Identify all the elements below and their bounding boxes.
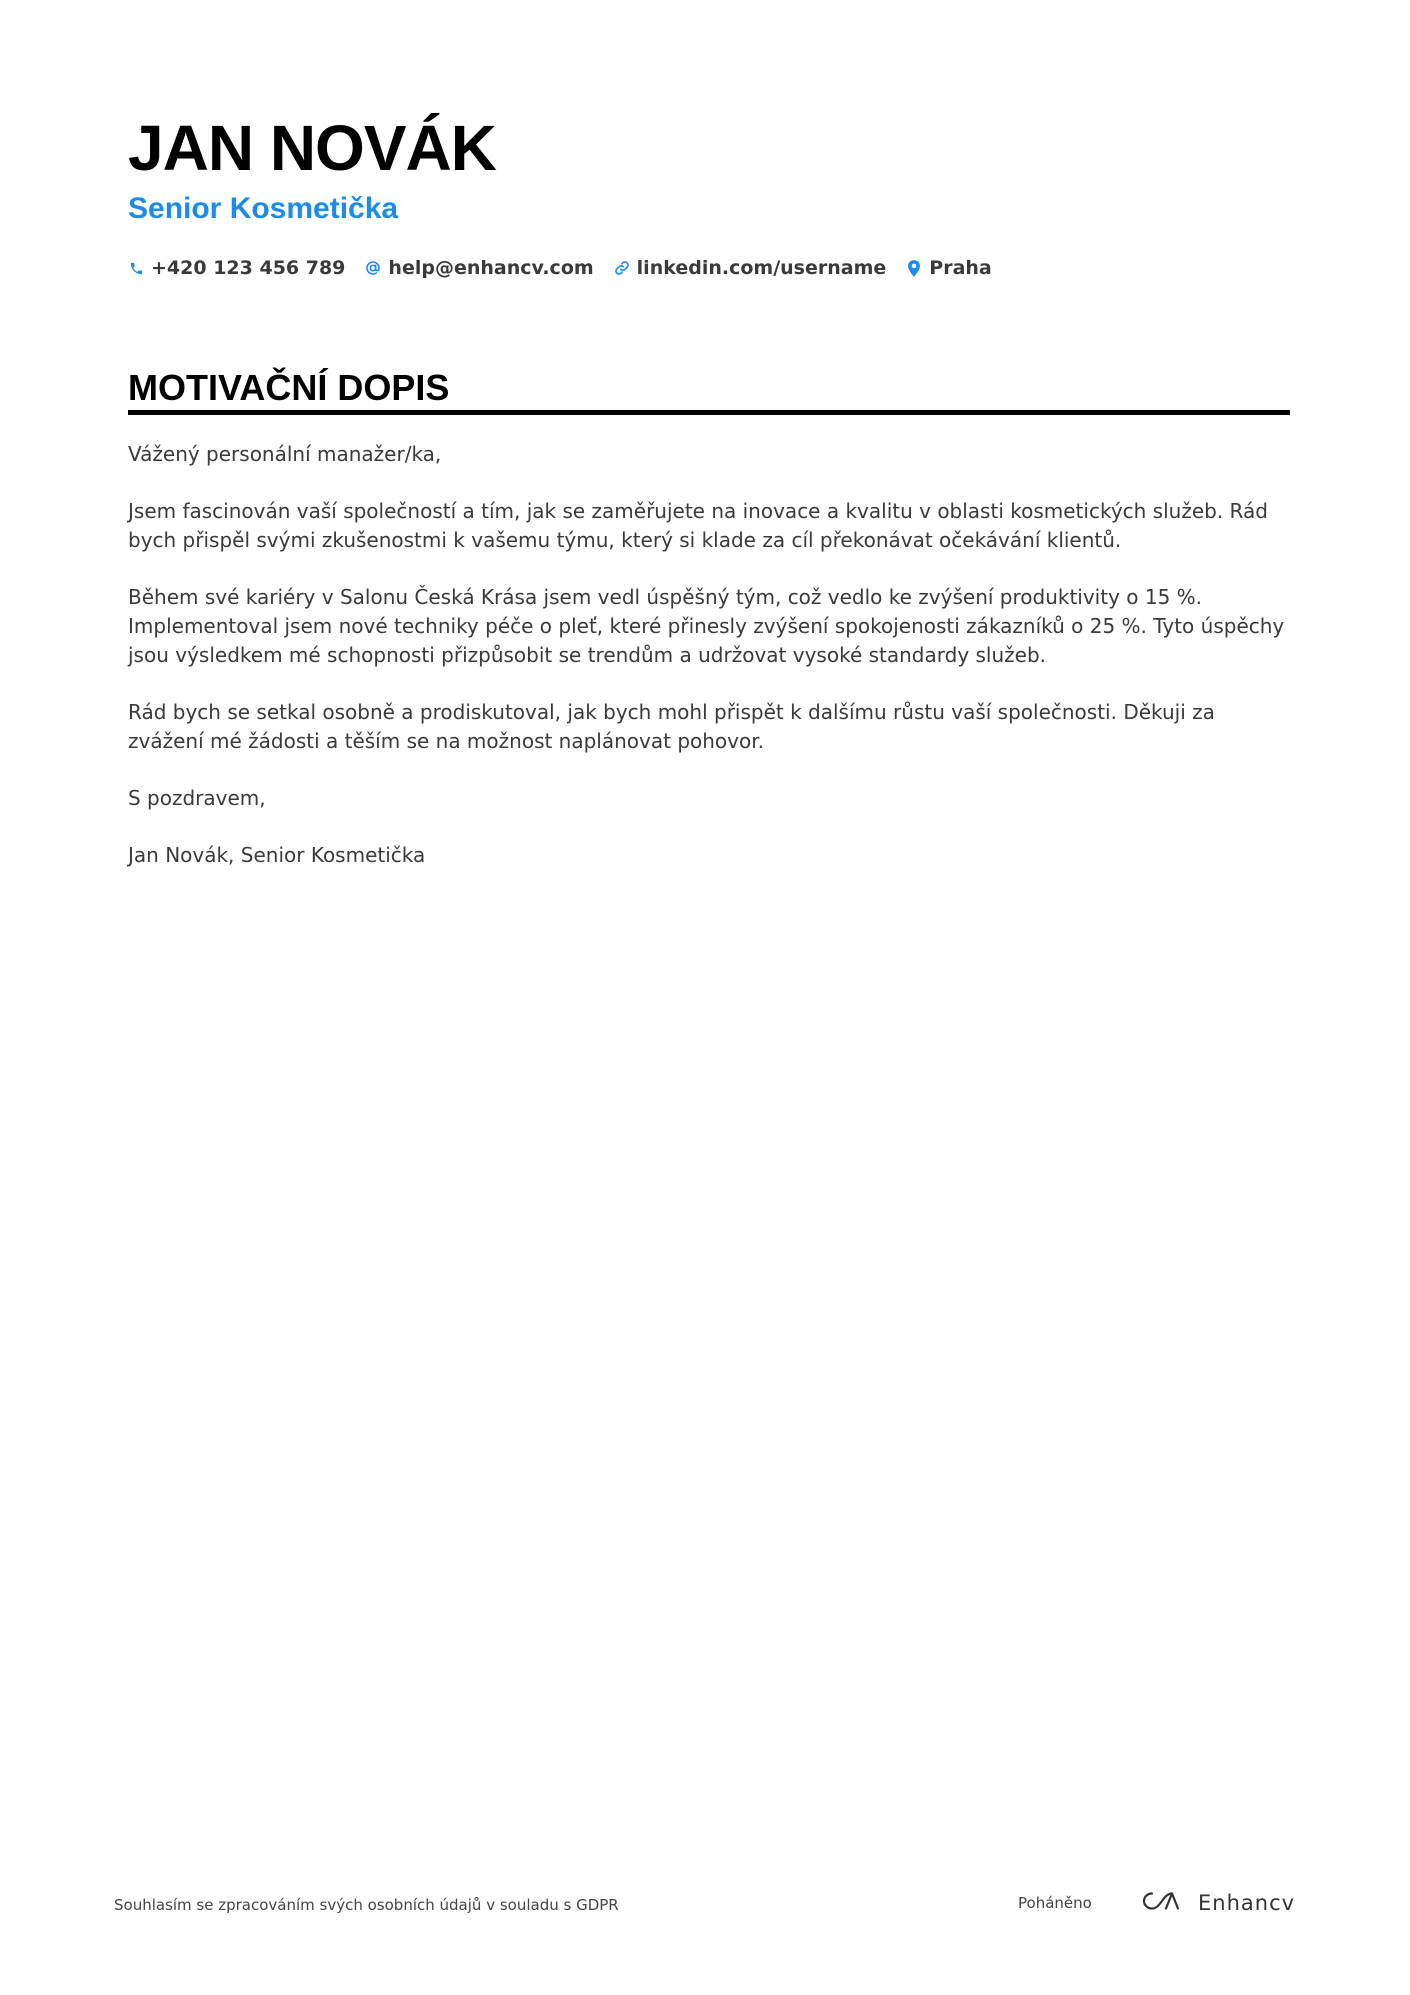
enhancv-brand[interactable] (1138, 1888, 1295, 1918)
section-title: MOTIVAČNÍ DOPIS (128, 367, 450, 408)
letter-paragraph: Během své kariéry v Salonu Česká Krása jsem vedl úspěšný tým, což vedlo ke zvýšení produktivity o 15 %. Implementoval jsem nové techniky péče o pleť, které přinesly zvýšení spokojenosti zákazníků o 25 %. Tyto úspěchy jsou výsledkem mé schopnosti přizpůsobit se trendům a udržovat vysoké standardy služeb. (128, 585, 1285, 667)
letter-body (128, 440, 1290, 898)
letter-signature: Jan Novák, Senior Kosmetička (128, 843, 426, 867)
location-pin-icon (906, 259, 922, 277)
letter-paragraph: Jsem fascinován vaší společností a tím, jak se zaměřujete na inovace a kvalitu v oblasti kosmetických služeb. Rád bych přispěl svými zkušenostmi k vašemu týmu, který si klade za cíl překonávat očekávání klientů. (128, 499, 1268, 552)
link-icon (614, 259, 630, 277)
letter-paragraph: Rád bych se setkal osobně a prodiskutoval, jak bych mohl přispět k dalšímu růstu vaší společnosti. Děkuji za zvážení mé žádosti a těším se na možnost naplánovat pohovor. (128, 700, 1215, 753)
enhancv-brand-text: Enhancv (1198, 1891, 1296, 1915)
letter-salutation: Vážený personální manažer/ka, (128, 442, 442, 466)
enhancv-logo-icon (1138, 1889, 1184, 1918)
at-icon (365, 259, 381, 277)
candidate-role: Senior Kosmetička (128, 192, 399, 225)
candidate-name: JAN NOVÁK (128, 112, 496, 184)
letter-closing: S pozdravem, (128, 786, 266, 810)
contact-phone[interactable] (128, 254, 345, 282)
contact-linkedin-text: linkedin.com/username (636, 257, 887, 279)
contact-location (906, 254, 991, 282)
phone-icon (128, 259, 144, 277)
section-divider (128, 410, 1290, 415)
contact-email[interactable] (365, 254, 593, 282)
contact-location-text: Praha (929, 257, 992, 279)
contact-email-text: help@enhancv.com (388, 257, 594, 279)
contact-bar (128, 254, 992, 282)
gdpr-consent: Souhlasím se zpracováním svých osobních údajů v souladu s GDPR (114, 1896, 619, 1914)
contact-linkedin[interactable] (614, 254, 887, 282)
contact-phone-text: +420 123 456 789 (151, 257, 346, 279)
powered-by-label: Poháněno (1018, 1894, 1092, 1912)
